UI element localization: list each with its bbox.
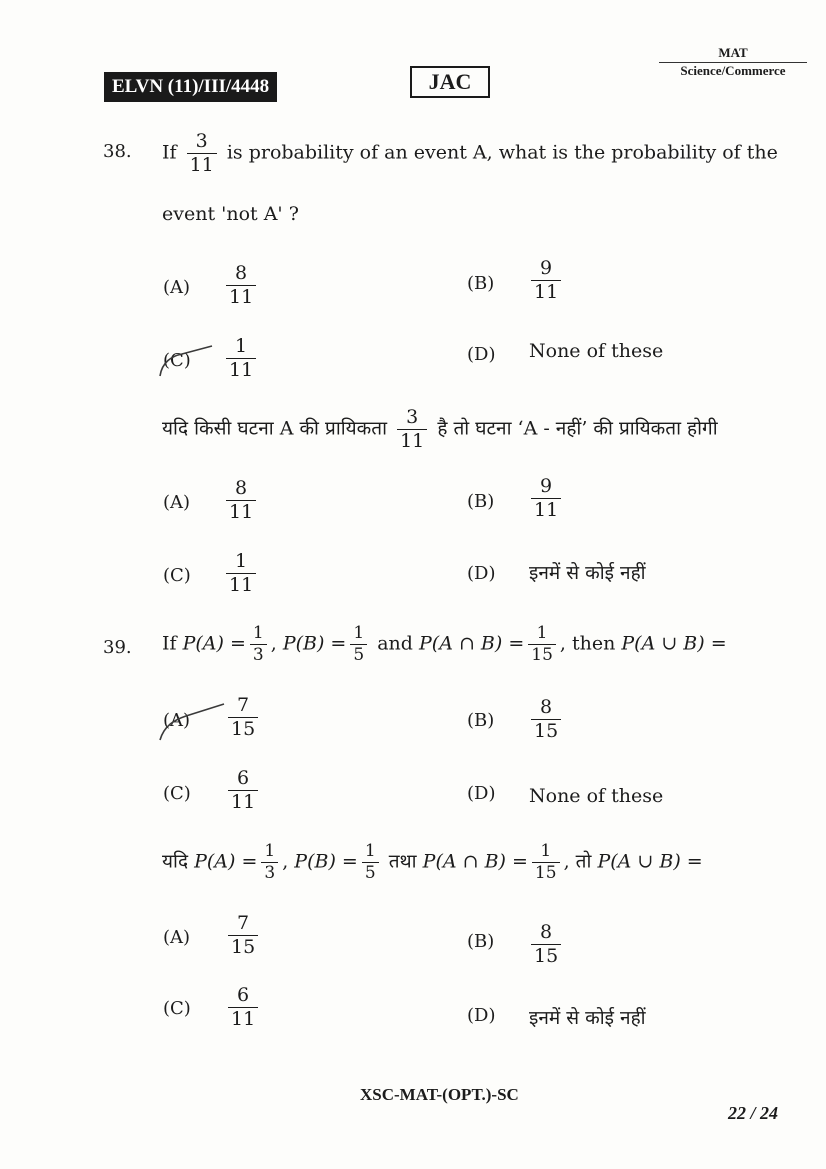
q38-option-c-fraction: [226, 337, 256, 380]
fraction-denominator: 11: [397, 429, 427, 451]
fraction-numerator: 3: [406, 406, 419, 428]
fraction-numerator: 7: [237, 912, 250, 934]
q38-hi-option-c-label[interactable]: (C): [163, 565, 191, 586]
question-39-text-hi: यदि P(A) = $\frac{1}{3}$ , P(B) = $\frac{1}{5}$ तथा P(A ∩ B) = $\frac{1}{15}$ , तो P(A ∪ B) =: [162, 841, 703, 883]
q39-pb: P(B) =: [282, 632, 347, 655]
q39-pa-fraction: [250, 625, 267, 664]
fraction-denominator: 11: [226, 500, 256, 522]
fraction-denominator: 11: [226, 573, 256, 595]
fraction-numerator: 1: [540, 841, 552, 861]
q39-pb-fraction: [350, 625, 367, 664]
answer-tick-mark: [152, 700, 232, 745]
question-38-text-en: [162, 132, 778, 175]
fraction-denominator: 15: [532, 862, 560, 882]
q39-hi-pa-fraction: [261, 843, 278, 882]
q38-hi-option-a-label[interactable]: (A): [163, 492, 191, 513]
fraction-numerator: 1: [264, 841, 276, 861]
fraction-numerator: 8: [235, 477, 248, 499]
fraction-numerator: 1: [235, 335, 248, 357]
fraction-denominator: 15: [531, 944, 561, 966]
q39-hi-and: तथा: [388, 850, 417, 873]
question-39-text-en: If P(A) = $\frac{1}{3}$ , P(B) = $\frac{1}{5}$ and P(A ∩ B) = $\frac{1}{15}$ , then P(A ∪ B) =: [162, 623, 727, 665]
q39-pab-fraction: [528, 625, 556, 664]
paper-code: ELVN (11)/III/4448: [104, 72, 277, 102]
q38-hi-option-b-label[interactable]: (B): [467, 491, 495, 512]
fraction-numerator: 9: [540, 257, 553, 279]
q38-option-d-text: None of these: [529, 340, 664, 362]
fraction-numerator: 3: [195, 130, 208, 152]
fraction-numerator: 8: [235, 262, 248, 284]
fraction-denominator: 11: [228, 1007, 258, 1029]
q39-option-b-fraction: [531, 698, 561, 741]
fraction-denominator: 15: [228, 935, 258, 957]
q38-option-b-fraction: [531, 259, 561, 302]
q38-option-a-label[interactable]: (A): [163, 277, 191, 298]
q39-pa: P(A) =: [182, 632, 246, 655]
q38-prob-fraction: [187, 132, 217, 175]
q38-hi-option-d-label[interactable]: (D): [467, 563, 496, 584]
q38-hi-option-b-fraction: [531, 477, 561, 520]
question-number-39: 39.: [103, 637, 132, 658]
q39-hi-option-c-fraction: [228, 986, 258, 1029]
q39-option-c-fraction: [228, 769, 258, 812]
q39-hi-option-c-label[interactable]: (C): [163, 998, 191, 1019]
q38-option-d-label[interactable]: (D): [467, 344, 496, 365]
q39-option-b-label[interactable]: (B): [467, 710, 495, 731]
q39-hi-if: यदि: [162, 850, 189, 873]
q38-option-c-label[interactable]: (C): [163, 350, 191, 371]
q39-option-d-label[interactable]: (D): [467, 783, 496, 804]
subject-block: [653, 46, 813, 78]
q39-option-a-label[interactable]: (A): [163, 710, 191, 731]
fraction-denominator: 11: [187, 153, 217, 175]
q39-then: , then: [559, 632, 616, 655]
q39-hi-option-b-fraction: [531, 923, 561, 966]
q38-option-a-fraction: [226, 264, 256, 307]
question-38-text-hi: [162, 408, 718, 451]
page-number: 22 / 24: [728, 1103, 779, 1123]
q39-hi-option-d-label[interactable]: (D): [467, 1005, 496, 1026]
fraction-numerator: 6: [237, 984, 250, 1006]
q38-option-b-label[interactable]: (B): [467, 273, 495, 294]
fraction-denominator: 15: [531, 719, 561, 741]
q38-hi-pre: यदि किसी घटना A की प्रायिकता: [162, 417, 388, 440]
board-name: JAC: [410, 66, 490, 98]
stream-name: Science/Commerce: [680, 63, 786, 78]
fraction-denominator: 11: [531, 280, 561, 302]
fraction-numerator: 1: [364, 841, 376, 861]
fraction-denominator: 11: [228, 790, 258, 812]
q38-hi-option-c-fraction: [226, 552, 256, 595]
fraction-denominator: 15: [528, 644, 556, 664]
q39-hi-then: , तो: [563, 850, 592, 873]
q39-hi-pa: P(A) =: [194, 850, 258, 873]
answer-tick-mark: [152, 340, 222, 380]
fraction-numerator: 1: [353, 623, 365, 643]
q39-hi-pb-fraction: [362, 843, 379, 882]
q39-pab: P(A ∩ B) =: [419, 632, 525, 655]
q39-and: and: [377, 632, 413, 655]
q39-option-d-text: None of these: [529, 785, 664, 807]
fraction-denominator: 5: [350, 644, 367, 664]
footer-paper-code: XSC-MAT-(OPT.)-SC: [360, 1085, 519, 1104]
fraction-denominator: 11: [531, 498, 561, 520]
q38-hi-post: है तो घटना ‘A - नहीं’ की प्रायिकता होगी: [437, 417, 718, 440]
fraction-denominator: 3: [250, 644, 267, 664]
q39-hi-option-b-label[interactable]: (B): [467, 931, 495, 952]
question-38-text-en-line2: event 'not A' ?: [162, 203, 299, 225]
fraction-numerator: 8: [540, 921, 553, 943]
fraction-denominator: 11: [226, 358, 256, 380]
fraction-numerator: 1: [252, 623, 264, 643]
q39-hi-option-d-text: इनमें से कोई नहीं: [529, 1007, 646, 1029]
q38-hi-option-d-text: इनमें से कोई नहीं: [529, 562, 646, 584]
q38-hi-prob-fraction: [397, 408, 427, 451]
q39-if: If: [162, 632, 177, 655]
fraction-numerator: 8: [540, 696, 553, 718]
fraction-numerator: 1: [536, 623, 548, 643]
q38-hi-option-a-fraction: [226, 479, 256, 522]
fraction-numerator: 6: [237, 767, 250, 789]
q39-option-c-label[interactable]: (C): [163, 783, 191, 804]
fraction-numerator: 1: [235, 550, 248, 572]
fraction-denominator: 3: [261, 862, 278, 882]
q39-hi-pb: P(B) =: [294, 850, 358, 873]
fraction-denominator: 15: [228, 717, 258, 739]
q38-if: If: [162, 141, 177, 164]
fraction-numerator: 7: [237, 694, 250, 716]
question-number-38: 38.: [103, 141, 132, 162]
q39-hi-option-a-label[interactable]: (A): [163, 927, 191, 948]
q39-union: P(A ∪ B) =: [621, 632, 727, 655]
q38-question-rest: is probability of an event A, what is the probability of the: [226, 141, 778, 164]
fraction-denominator: 11: [226, 285, 256, 307]
q39-hi-union: P(A ∪ B) =: [597, 850, 703, 873]
fraction-denominator: 5: [362, 862, 379, 882]
q39-hi-pab: P(A ∩ B) =: [422, 850, 528, 873]
subject-name: MAT: [718, 45, 748, 60]
q39-hi-option-a-fraction: [228, 914, 258, 957]
fraction-numerator: 9: [540, 475, 553, 497]
q39-hi-pab-fraction: [532, 843, 560, 882]
q39-option-a-fraction: [228, 696, 258, 739]
